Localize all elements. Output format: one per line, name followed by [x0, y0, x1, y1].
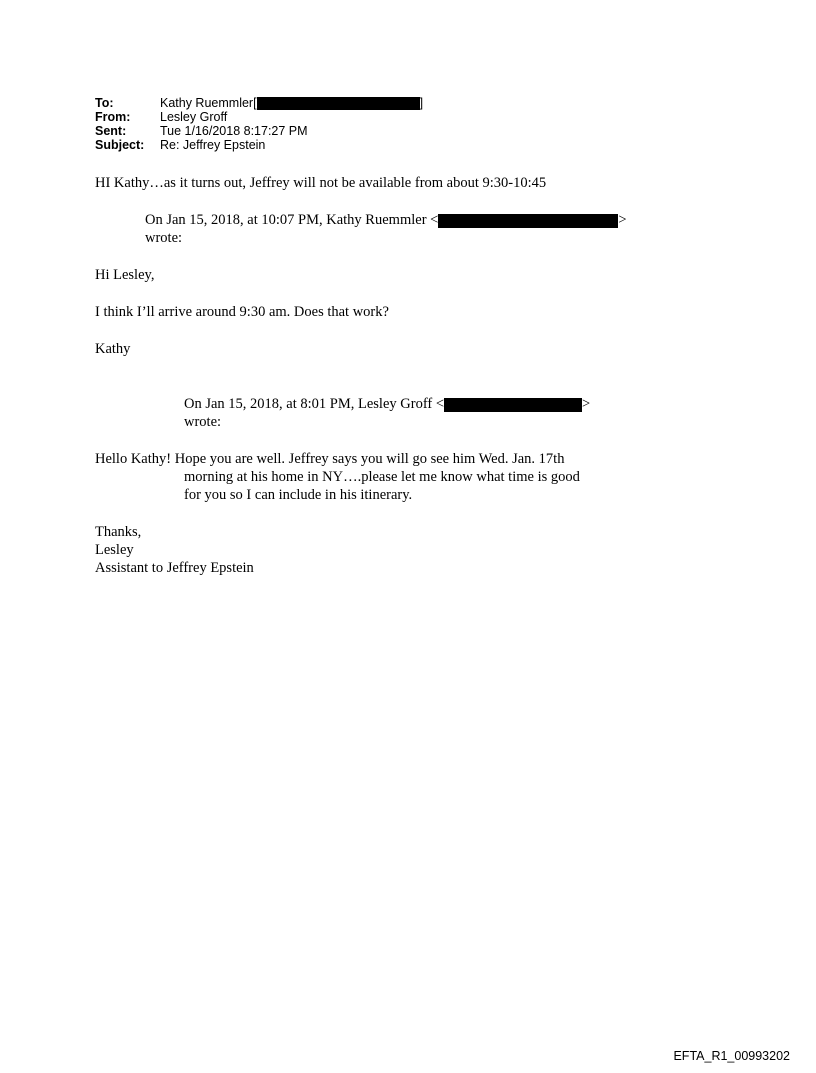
from-label: From:	[95, 110, 131, 125]
reply-line: HI Kathy…as it turns out, Jeffrey will not be available from about 9:30-10:45	[95, 175, 547, 191]
quote1-attribution-text: On Jan 15, 2018, at 10:07 PM, Kathy Ruemmler <	[145, 212, 439, 228]
redaction-box	[438, 214, 618, 228]
subject-label: Subject:	[95, 138, 145, 153]
subject-row	[95, 138, 423, 152]
quote1-attribution	[145, 212, 627, 229]
to-label: To:	[95, 96, 114, 110]
quote1-signoff: Kathy	[95, 341, 131, 357]
to-value	[160, 96, 423, 110]
redaction-box	[444, 398, 582, 412]
quote2-close-bracket: >	[582, 396, 591, 412]
to-close-bracket: ]	[419, 96, 424, 110]
signature-name: Lesley	[95, 542, 134, 558]
quote1-close-bracket: >	[618, 212, 627, 228]
document-id: EFTA_R1_00993202	[673, 1049, 790, 1063]
quote1-greeting: Hi Lesley,	[95, 267, 155, 283]
sent-label: Sent:	[95, 124, 127, 139]
quote1-wrote: wrote:	[145, 230, 183, 246]
quote2-attribution	[184, 396, 590, 413]
redaction-box	[257, 97, 420, 110]
to-name: Kathy Ruemmler[	[160, 96, 257, 110]
subject-value: Re: Jeffrey Epstein	[160, 138, 266, 153]
to-row	[95, 96, 423, 110]
quote2-wrote: wrote:	[184, 414, 222, 430]
sent-value: Tue 1/16/2018 8:17:27 PM	[160, 124, 308, 139]
quote2-line2: morning at his home in NY….please let me know what time is good	[184, 469, 580, 485]
sent-row	[95, 124, 423, 138]
from-value: Lesley Groff	[160, 110, 228, 125]
quote2-line3: for you so I can include in his itinerary.	[184, 487, 413, 503]
email-header	[95, 96, 423, 152]
signature-thanks: Thanks,	[95, 524, 142, 540]
from-row	[95, 110, 423, 124]
quote2-attribution-text: On Jan 15, 2018, at 8:01 PM, Lesley Groff <	[184, 396, 445, 412]
quote1-text: I think I’ll arrive around 9:30 am. Does that work?	[95, 304, 389, 320]
signature-title: Assistant to Jeffrey Epstein	[95, 560, 254, 576]
quote2-line1: Hello Kathy! Hope you are well. Jeffrey says you will go see him Wed. Jan. 17th	[95, 451, 565, 467]
